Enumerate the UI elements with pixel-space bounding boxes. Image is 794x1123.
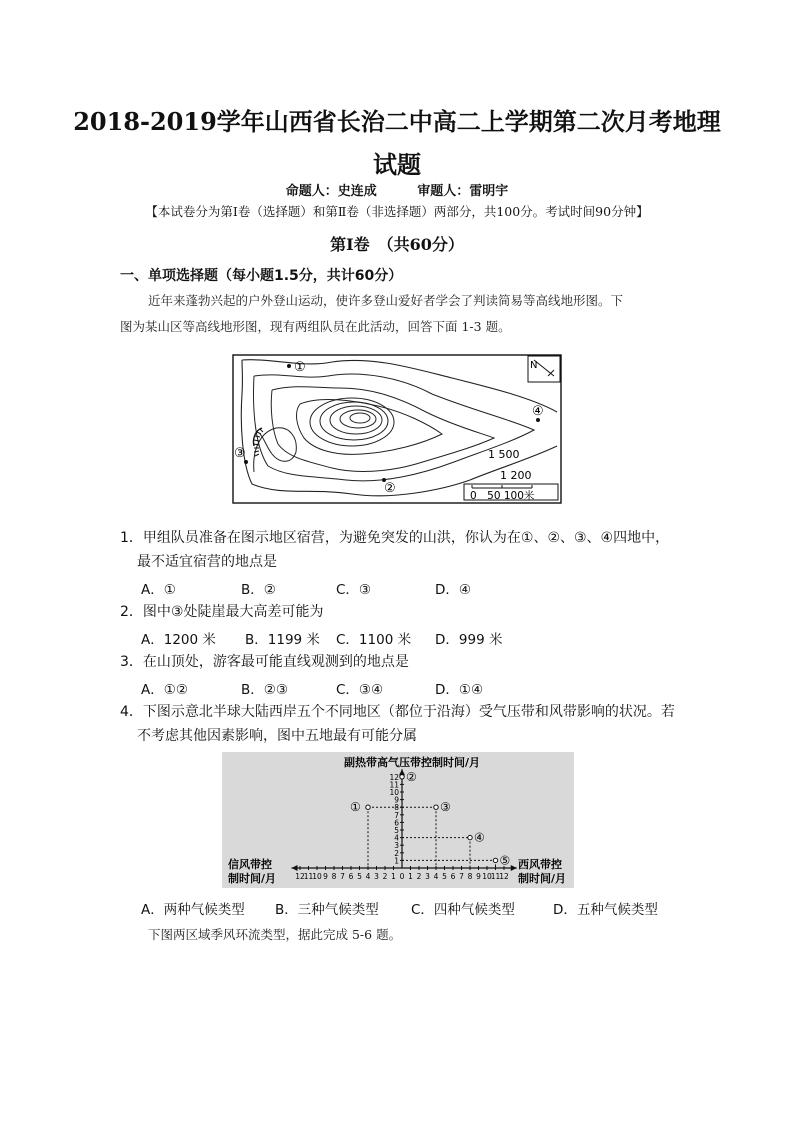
exam-title-line1: 2018-2019学年山西省长治二中高二上学期第二次月考地理	[73, 107, 721, 136]
x-right-tick-label: 9	[476, 872, 481, 881]
point-1-marker	[287, 364, 291, 368]
x-right-tick-label: 6	[450, 872, 456, 881]
x-right-tick-label: 2	[416, 872, 422, 881]
y-tick-label: 8	[394, 803, 399, 813]
option-d[interactable]: D．五种气候类型	[553, 902, 658, 918]
point-marker	[468, 835, 472, 839]
option-b[interactable]: B．三种气候类型	[275, 902, 379, 918]
x-left-tick-label: 3	[374, 872, 379, 881]
north-arrow-icon	[528, 356, 560, 382]
x-left-tick-label: 1	[391, 872, 396, 881]
y-tick-label: 3	[394, 841, 399, 851]
x-left-tick-label: 7	[340, 872, 345, 881]
option-a[interactable]: A．①②	[141, 682, 188, 698]
option-c[interactable]: C．1100 米	[336, 632, 412, 648]
point-marker	[400, 775, 404, 779]
x-right-tick-label: 8	[467, 872, 473, 881]
question-1-text: 1．甲组队员准备在图示地区宿营，为避免突发的山洪，你认为在①、②、③、④四地中，	[120, 530, 670, 546]
x-left-tick-label: 4	[365, 872, 371, 881]
chart-title: 副热带高气压带控制时间/月	[344, 756, 481, 769]
option-d[interactable]: D．①④	[435, 682, 484, 698]
y-tick-label: 9	[394, 795, 399, 805]
option-b[interactable]: B．②	[241, 582, 276, 598]
exam-title-line2: 试题	[373, 150, 421, 179]
point-marker	[434, 805, 438, 809]
option-c[interactable]: C．③	[336, 582, 372, 598]
question-1-text-cont: 最不适宜宿营的地点是	[137, 554, 277, 570]
option-d[interactable]: D．④	[435, 582, 471, 598]
y-tick-label: 4	[394, 833, 399, 843]
x-left-tick-label: 8	[331, 872, 337, 881]
intro-paragraph	[120, 288, 680, 340]
x-left-label-2: 制时间/月	[228, 872, 277, 885]
section2-intro: 下图两区域季风环流类型，据此完成 5-6 题。	[148, 927, 402, 942]
x-left-label-1: 信风带控	[228, 858, 272, 871]
exam-note: 【本试卷分为第Ⅰ卷（选择题）和第Ⅱ卷（非选择题）两部分，共100分。考试时间90分钟】	[145, 204, 649, 219]
y-tick-label: 1	[394, 856, 399, 866]
y-tick-label: 6	[394, 818, 399, 828]
question-3	[120, 650, 680, 674]
point-marker	[493, 858, 497, 862]
contour-label-1500: 1 500	[488, 448, 520, 461]
pressure-belt-chart	[222, 752, 574, 888]
question-2-text: 2．图中③处陡崖最大高差可能为	[120, 604, 324, 620]
x-left-tick-label: 9	[323, 872, 328, 881]
y-tick-label: 12	[389, 772, 399, 782]
intro-line-1: 近年来蓬勃兴起的户外登山运动，使许多登山爱好者学会了判读简易等高线地形图。下	[148, 293, 624, 308]
x-right-tick-label: 1	[408, 872, 413, 881]
point-marker	[366, 805, 370, 809]
x-right-tick-label: 4	[433, 872, 439, 881]
question-4-text: 4．下图示意北半球大陆西岸五个不同地区（都位于沿海）受气压带和风带影响的状况。若	[120, 704, 675, 720]
intro-line-2: 图为某山区等高线地形图，现有两组队员在此活动，回答下面 1-3 题。	[120, 319, 511, 334]
x-left-tick-label: 2	[382, 872, 388, 881]
point-label: ①	[350, 800, 361, 815]
svg-text:N: N	[530, 360, 538, 371]
option-c[interactable]: C．四种气候类型	[411, 902, 515, 918]
question-4-text-cont: 不考虑其他因素影响，图中五地最有可能分属	[137, 728, 417, 744]
section-heading: 一、单项选择题（每小题1.5分，共计60分）	[120, 268, 403, 284]
question-4	[120, 700, 680, 748]
contour-label-1200: 1 200	[500, 469, 532, 482]
scale-label: 0 50 100米	[470, 490, 535, 502]
question-2	[120, 600, 680, 624]
author: 命题人：史连成	[285, 184, 377, 199]
x-left-tick-label: 10	[312, 872, 322, 881]
question-1	[120, 526, 680, 574]
point-label: ③	[440, 800, 451, 815]
point-3-label: ③	[234, 446, 246, 461]
option-b[interactable]: B．1199 米	[245, 632, 320, 648]
x-left-tick-label: 6	[348, 872, 354, 881]
y-tick-label: 2	[394, 848, 399, 858]
option-d[interactable]: D．999 米	[435, 632, 503, 648]
option-c[interactable]: C．③④	[336, 682, 384, 698]
x-right-tick-label: 11	[490, 872, 501, 881]
y-tick-label: 7	[394, 810, 399, 820]
point-1-label: ①	[294, 360, 306, 375]
x-left-tick-label: 5	[357, 872, 362, 881]
volume-heading: 第Ⅰ卷 （共60分）	[330, 235, 464, 254]
x-left-tick-label: 11	[303, 872, 314, 881]
x-right-tick-label: 7	[459, 872, 464, 881]
y-tick-label: 10	[389, 788, 399, 797]
x-right-tick-label: 10	[482, 872, 492, 881]
option-a[interactable]: A．1200 米	[141, 632, 216, 648]
point-label: ④	[474, 830, 485, 845]
x-right-tick-label: 3	[425, 872, 430, 881]
reviewer: 审题人：雷明宇	[417, 184, 509, 199]
y-tick-label: 11	[389, 780, 399, 790]
contour-map	[232, 354, 562, 504]
point-4-label: ④	[532, 404, 544, 419]
point-2-label: ②	[384, 481, 396, 496]
option-b[interactable]: B．②③	[241, 682, 288, 698]
point-label: ②	[406, 769, 417, 784]
option-a[interactable]: A．①	[141, 582, 176, 598]
x-left-tick-label: 12	[295, 872, 305, 881]
x-right-label-2: 制时间/月	[518, 872, 567, 885]
point-label: ⑤	[499, 853, 511, 868]
y-tick-label: 5	[394, 826, 399, 835]
authors-line	[0, 180, 794, 199]
x-right-tick-label: 12	[499, 872, 509, 881]
x-right-tick-label: 5	[442, 872, 447, 881]
origin-label: 0	[399, 872, 405, 881]
x-right-label-1: 西风带控	[518, 858, 562, 871]
question-3-text: 3．在山顶处，游客最可能直线观测到的地点是	[120, 654, 409, 670]
option-a[interactable]: A．两种气候类型	[141, 902, 245, 918]
